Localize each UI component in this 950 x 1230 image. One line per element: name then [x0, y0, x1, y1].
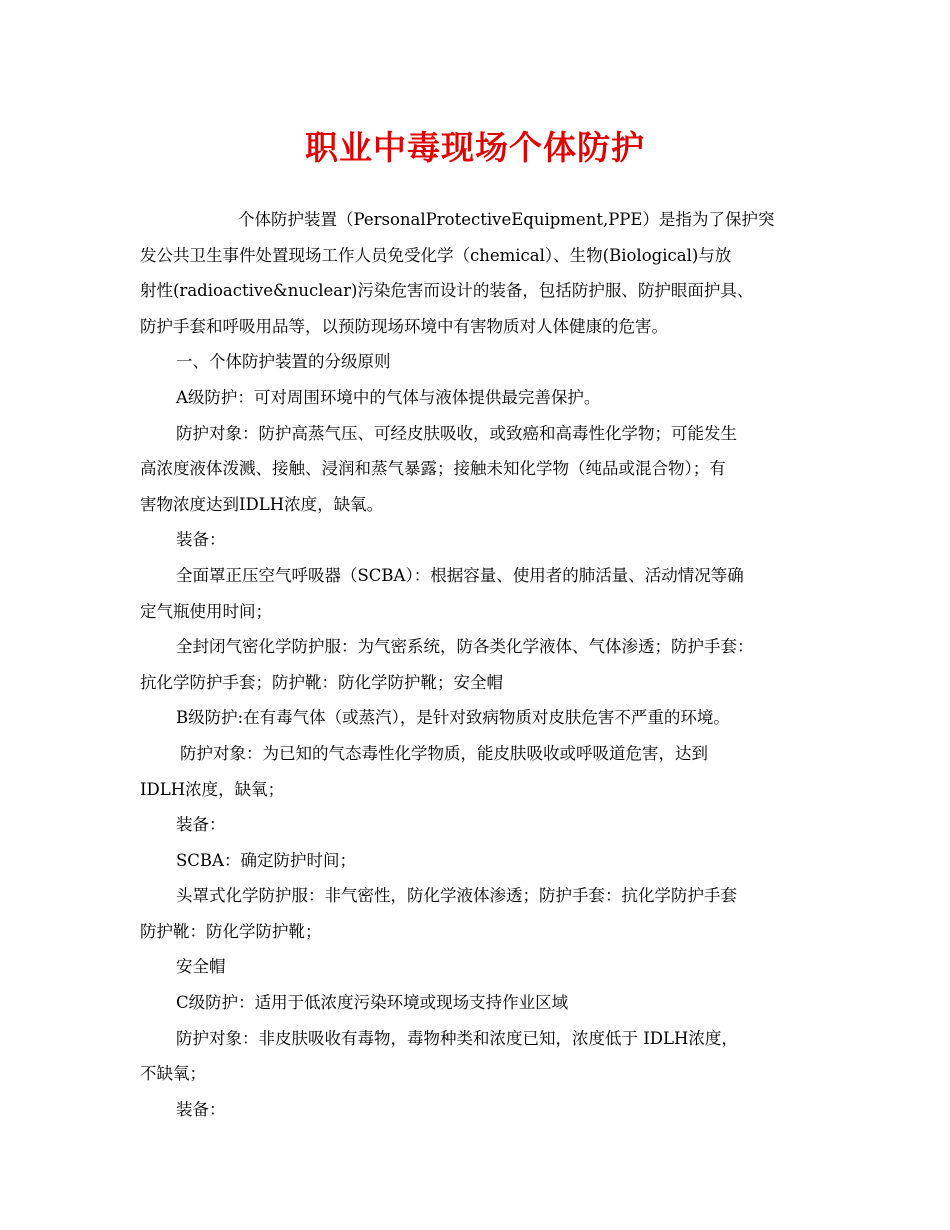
paragraph-line: 头罩式化学防护服：非气密性，防化学液体渗透；防护手套：抗化学防护手套 [176, 886, 737, 906]
document-title: 职业中毒现场个体防护 [305, 128, 645, 167]
paragraph-line: 防护靴：防化学防护靴； [140, 921, 322, 941]
paragraph-line: 防护对象：为已知的气态毒性化学物质，能皮肤吸收或呼吸道危害，达到 [180, 743, 708, 763]
paragraph-line: 定气瓶使用时间； [140, 601, 272, 621]
paragraph-line: 高浓度液体泼溅、接触、浸润和蒸气暴露；接触未知化学物（纯品或混合物）；有 [140, 459, 726, 479]
paragraph-line: A级防护：可对周围环境中的气体与液体提供最完善保护。 [176, 387, 601, 407]
paragraph-line: C级防护：适用于低浓度污染环境或现场支持作业区域 [176, 993, 569, 1013]
paragraph-line: 害物浓度达到IDLH浓度，缺氧。 [140, 494, 384, 514]
paragraph-line: 不缺氧； [140, 1064, 206, 1084]
section-heading: 一、个体防护装置的分级原则 [176, 352, 391, 372]
document-body [140, 202, 830, 1127]
paragraph-line: 装备： [176, 1099, 226, 1119]
paragraph-line: 全面罩正压空气呼吸器（SCBA）：根据容量、使用者的肺活量、活动情况等确 [176, 565, 744, 585]
paragraph-line: 发公共卫生事件处置现场工作人员免受化学（chemical）、生物(Biological)与放 [140, 245, 732, 265]
paragraph-line: 全封闭气密化学防护服：为气密系统，防各类化学液体、气体渗透；防护手套： [176, 637, 754, 657]
paragraph-line: 抗化学防护手套；防护靴：防化学防护靴；安全帽 [140, 672, 503, 692]
paragraph-line: 个体防护装置（PersonalProtectiveEquipment,PPE）是指为了保护突 [238, 210, 775, 229]
paragraph-line: IDLH浓度，缺氧； [140, 779, 285, 799]
paragraph-line: 防护手套和呼吸用品等，以预防现场环境中有害物质对人体健康的危害。 [140, 316, 668, 336]
paragraph-line: 装备： [176, 530, 226, 550]
paragraph-line: 防护对象：非皮肤吸收有毒物，毒物种类和浓度已知，浓度低于 IDLH浓度， [176, 1028, 738, 1048]
paragraph-line: 安全帽 [176, 957, 226, 977]
paragraph-line: B级防护:在有毒气体（或蒸汽），是针对致病物质对皮肤危害不严重的环境。 [176, 708, 730, 728]
paragraph-line: 防护对象：防护高蒸气压、可经皮肤吸收，或致癌和高毒性化学物；可能发生 [176, 423, 737, 443]
paragraph-line: 装备： [176, 815, 226, 835]
paragraph-line: 射性(radioactive&nuclear)污染危害而设计的装备，包括防护服、防护眼面护具、 [140, 281, 754, 301]
paragraph-line: SCBA：确定防护时间； [176, 850, 356, 870]
